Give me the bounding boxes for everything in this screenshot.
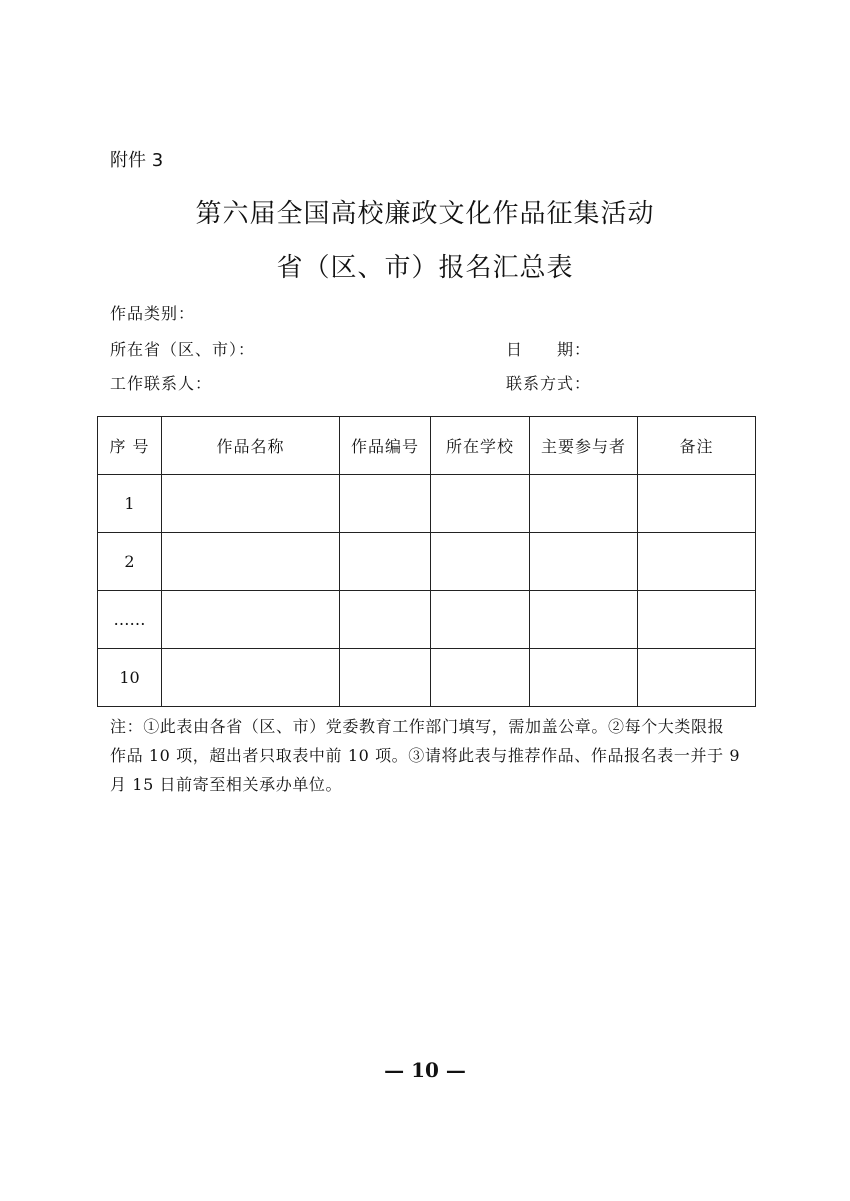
cell-participants xyxy=(530,475,638,533)
footnote xyxy=(110,712,746,799)
cell-work-name xyxy=(162,533,340,591)
cell-work-number xyxy=(340,591,431,649)
cell-work-number xyxy=(340,475,431,533)
header-school: 所在学校 xyxy=(431,417,530,475)
header-work-name: 作品名称 xyxy=(162,417,340,475)
cell-work-number xyxy=(340,533,431,591)
row-serial: 1 xyxy=(98,475,162,533)
table-row xyxy=(98,533,756,591)
cell-school xyxy=(431,591,530,649)
row-serial: 10 xyxy=(98,649,162,707)
date-field: 日 期： xyxy=(506,340,592,359)
row-serial: …… xyxy=(98,591,162,649)
contact-method-field: 联系方式： xyxy=(506,374,592,393)
cell-school xyxy=(431,649,530,707)
cell-participants xyxy=(530,533,638,591)
header-remarks: 备注 xyxy=(638,417,756,475)
cell-school xyxy=(431,475,530,533)
cell-remarks xyxy=(638,591,756,649)
cell-participants xyxy=(530,649,638,707)
table-header-row xyxy=(98,417,756,475)
cell-participants xyxy=(530,591,638,649)
cell-remarks xyxy=(638,649,756,707)
cell-work-name xyxy=(162,475,340,533)
page-number: — 10 — xyxy=(384,1058,466,1082)
header-work-number: 作品编号 xyxy=(340,417,431,475)
cell-work-name xyxy=(162,591,340,649)
header-participants: 主要参与者 xyxy=(530,417,638,475)
document-subtitle: 省（区、市）报名汇总表 xyxy=(276,253,574,283)
table-row xyxy=(98,649,756,707)
row-serial: 2 xyxy=(98,533,162,591)
document-title: 第六届全国高校廉政文化作品征集活动 xyxy=(195,199,655,229)
attachment-label: 附件 3 xyxy=(110,150,164,171)
table-row xyxy=(98,591,756,649)
summary-table xyxy=(97,416,756,707)
contact-person-field: 工作联系人： xyxy=(110,374,213,393)
footnote-line: 作品 10 项，超出者只取表中前 10 项。③请将此表与推荐作品、作品报名表一并于 9 xyxy=(110,746,741,765)
footnote-line: 注：①此表由各省（区、市）党委教育工作部门填写，需加盖公章。②每个大类限报 xyxy=(110,717,725,736)
footnote-line: 月 15 日前寄至相关承办单位。 xyxy=(110,775,343,794)
cell-remarks xyxy=(638,533,756,591)
cell-work-name xyxy=(162,649,340,707)
cell-work-number xyxy=(340,649,431,707)
cell-remarks xyxy=(638,475,756,533)
category-field: 作品类别： xyxy=(110,304,196,323)
table-row xyxy=(98,475,756,533)
header-serial: 序 号 xyxy=(98,417,162,475)
province-field: 所在省（区、市）： xyxy=(110,340,256,359)
cell-school xyxy=(431,533,530,591)
